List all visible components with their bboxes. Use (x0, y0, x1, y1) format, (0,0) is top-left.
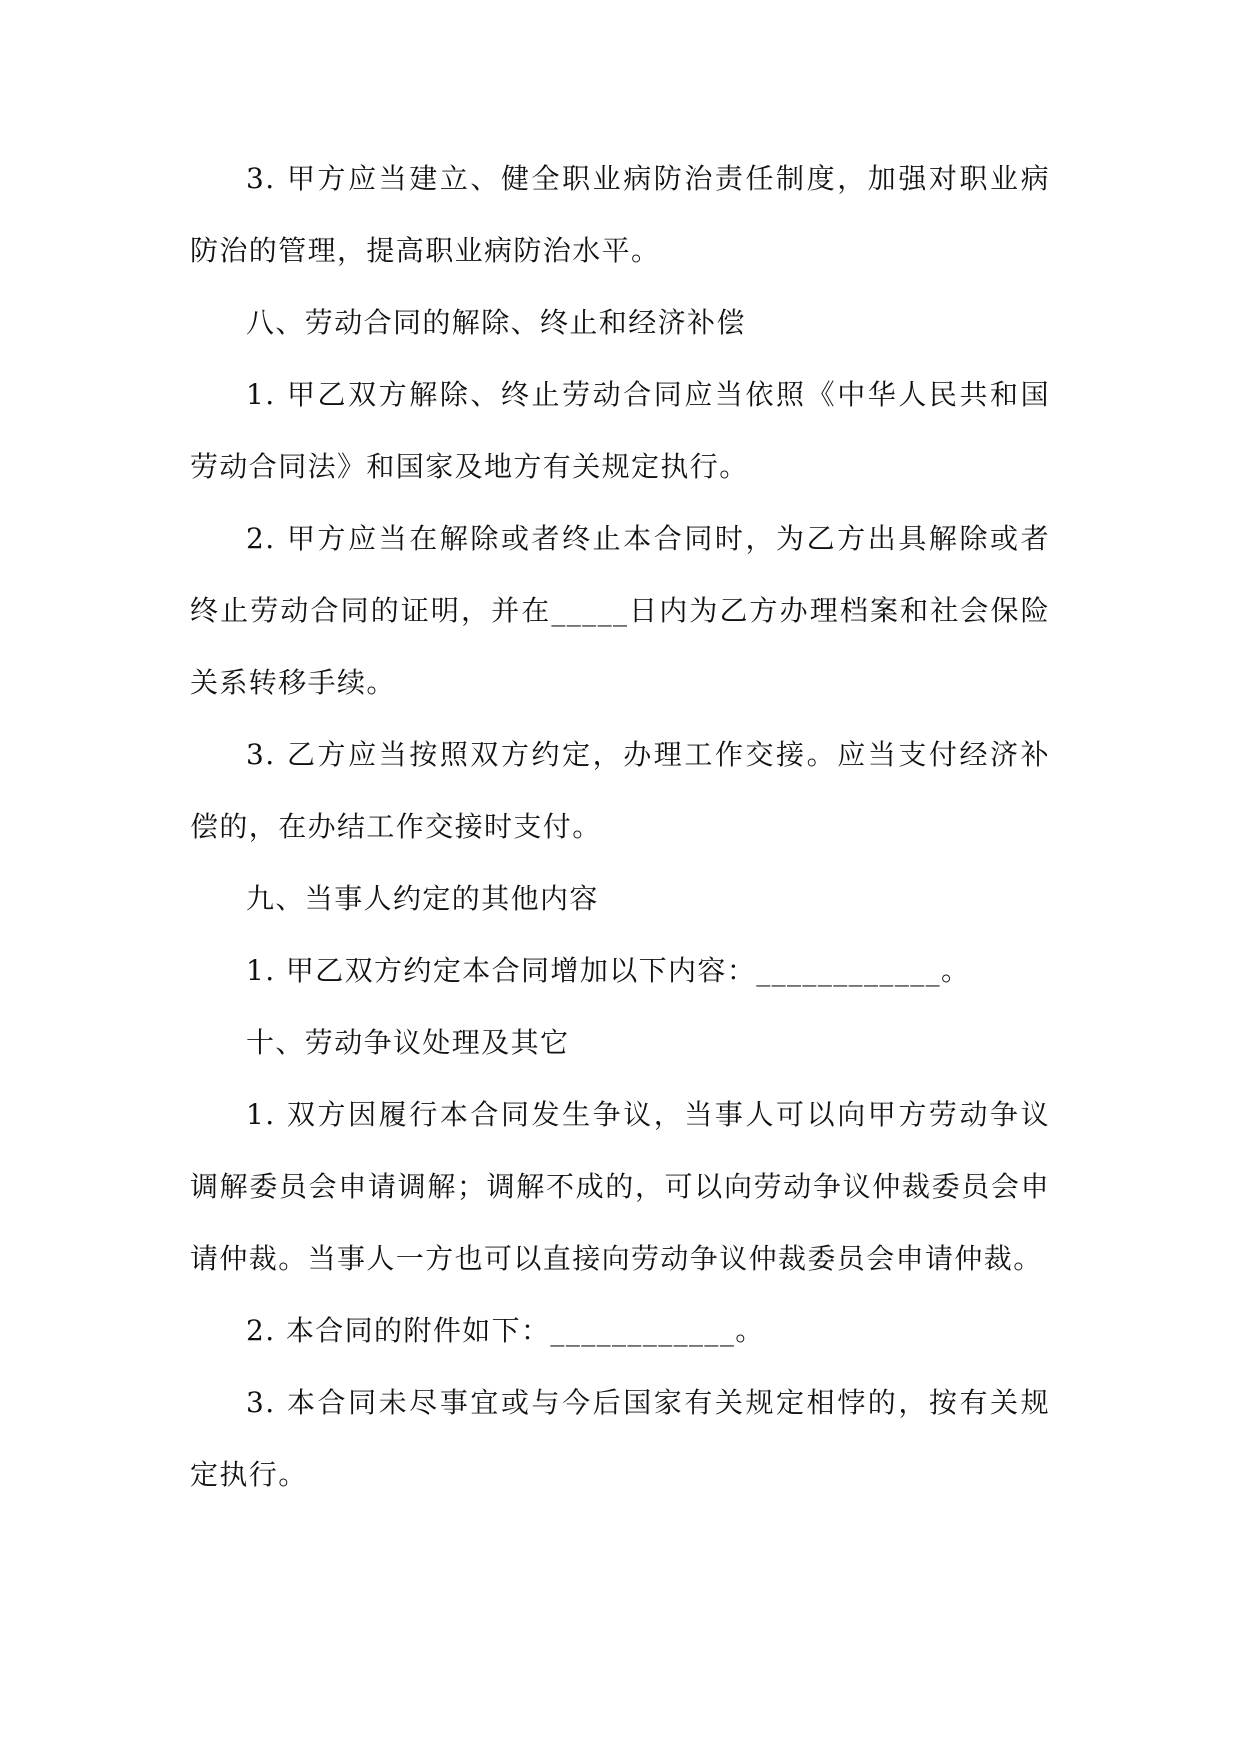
clause-7-3: 3. 甲方应当建立、健全职业病防治责任制度，加强对职业病防治的管理，提高职业病防治水平。 (190, 162, 1050, 267)
section-10-heading: 十、劳动争议处理及其它 (246, 1026, 570, 1059)
clause-8-3: 3. 乙方应当按照双方约定，办理工作交接。应当支付经济补偿的，在办结工作交接时支付。 (190, 738, 1050, 843)
document-body (190, 143, 1050, 1511)
clause-10-1: 1. 双方因履行本合同发生争议，当事人可以向甲方劳动争议调解委员会申请调解；调解不成的，可以向劳动争议仲裁委员会申请仲裁。当事人一方也可以直接向劳动争议仲裁委员会申请仲裁。 (190, 1098, 1050, 1275)
clause-10-2: 2. 本合同的附件如下：____________。 (246, 1314, 765, 1347)
clause-8-1: 1. 甲乙双方解除、终止劳动合同应当依照《中华人民共和国劳动合同法》和国家及地方有关规定执行。 (190, 378, 1050, 483)
section-8-heading: 八、劳动合同的解除、终止和经济补偿 (246, 306, 746, 339)
section-9-heading: 九、当事人约定的其他内容 (246, 882, 599, 915)
clause-9-1: 1. 甲乙双方约定本合同增加以下内容：____________。 (246, 954, 971, 987)
clause-8-2: 2. 甲方应当在解除或者终止本合同时，为乙方出具解除或者终止劳动合同的证明，并在_____日内为乙方办理档案和社会保险关系转移手续。 (190, 522, 1050, 699)
clause-10-3: 3. 本合同未尽事宜或与今后国家有关规定相悖的，按有关规定执行。 (190, 1386, 1050, 1491)
